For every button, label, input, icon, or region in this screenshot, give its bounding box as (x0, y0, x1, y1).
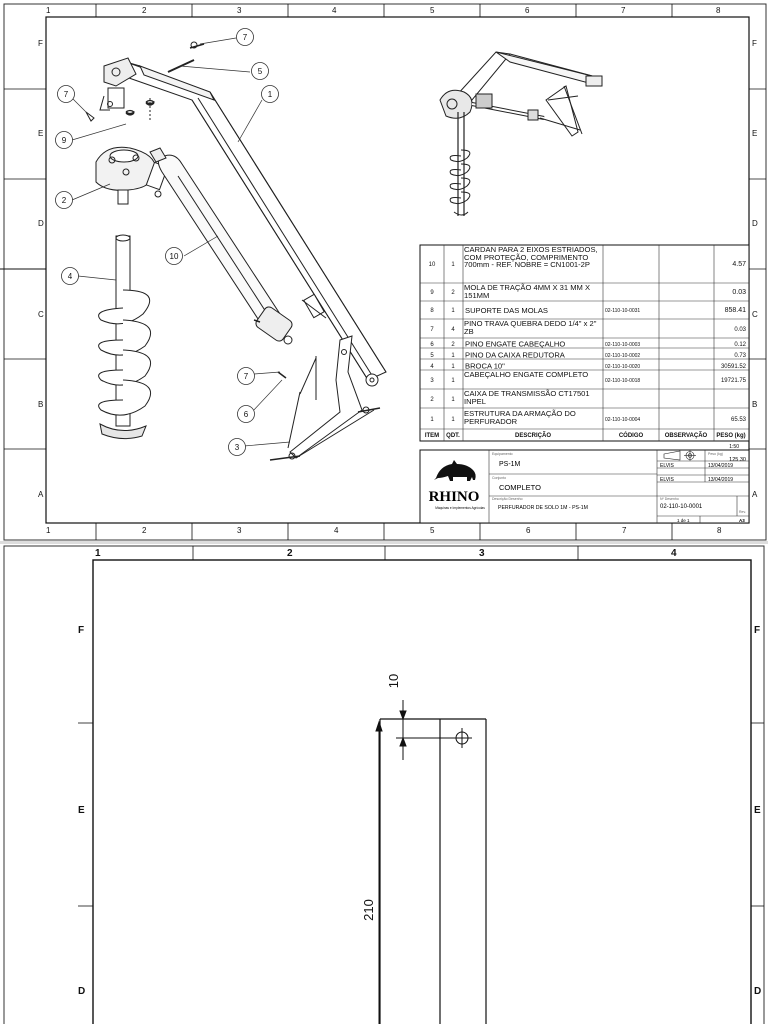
sheet-2-zone-labels (78, 548, 761, 997)
bom-qty: 2 (451, 342, 455, 348)
zone-label: B (38, 400, 44, 409)
zone-label: 1 (46, 526, 51, 535)
balloon (252, 63, 269, 80)
bom-desc: CARDAN PARA 2 EIXOS ESTRIADOS, COM PROTEÇÃO, COMPRIMENTO 700mm - REF. NOBRE = CN1001-2P (464, 245, 598, 270)
revision-label: Rev. (739, 510, 746, 514)
part-view (380, 719, 486, 1024)
bom-desc-wrap (464, 245, 603, 283)
zone-label: A (752, 490, 758, 499)
bom-header-qty: QDT. (446, 433, 460, 439)
equipment-label: Equipamento (492, 452, 513, 456)
sheet-2-outer-border (4, 546, 764, 1024)
zone-label: 5 (430, 6, 435, 15)
bom-qty: 1 (451, 364, 455, 370)
balloon (262, 86, 279, 103)
balloon-number: 5 (257, 67, 263, 76)
bom-qty: 1 (451, 378, 455, 384)
bom-desc-wrap (464, 283, 603, 301)
balloon-number: 4 (67, 272, 73, 281)
bom-desc: CAIXA DE TRANSMISSÃO CT17501 INPEL (464, 389, 590, 406)
dimension-210 (376, 722, 382, 1024)
bom-code: 02-110-10-0031 (605, 308, 641, 314)
bom-item: 1 (430, 417, 434, 423)
sheet-2-zone-ticks (78, 546, 764, 906)
zone-label: C (752, 310, 758, 319)
balloon-number: 2 (61, 196, 67, 205)
sheet-2 (4, 546, 764, 1024)
zone-label: 3 (237, 526, 242, 535)
balloon (58, 86, 75, 103)
cardan-shaft (150, 148, 294, 344)
bom-desc: BROCA 10" (465, 361, 505, 371)
zone-label: 1 (46, 6, 51, 15)
balloon (238, 406, 255, 423)
brand-name: RHINO (428, 489, 480, 505)
bom-qty: 4 (451, 327, 455, 333)
zone-label: E (38, 129, 44, 138)
bom-desc-wrap (464, 389, 603, 408)
zone-label: E (754, 805, 761, 816)
bom-header-weight: PESO (kg) (716, 433, 746, 439)
zone-label: 2 (287, 548, 293, 559)
balloon-leaders (72, 38, 290, 446)
bom-qty: 1 (451, 353, 455, 359)
page-gap (0, 541, 768, 544)
bom-table (420, 245, 749, 441)
checked-by: ELVIS (660, 477, 674, 483)
balloon (238, 368, 255, 385)
bom-desc: PINO DA CAIXA REDUTORA (465, 350, 565, 360)
bom-item: 7 (430, 327, 434, 333)
scale-value: 1:50 (729, 444, 739, 450)
assembly-iso-view (440, 52, 602, 216)
bom-header-obs: OBSERVAÇÃO (664, 433, 708, 439)
hole-center-mark-icon (452, 728, 472, 748)
drawn-by: ELVIS (660, 463, 674, 469)
weight-value: 125.30 (729, 457, 746, 463)
bom-code: 02-110-10-0004 (605, 417, 641, 423)
zone-label: 7 (622, 526, 627, 535)
bom-qty: 1 (451, 262, 455, 268)
balloon-number: 7 (242, 33, 248, 42)
zone-label: 8 (716, 6, 721, 15)
zone-label: 4 (671, 548, 677, 559)
checked-date: 13/04/2019 (708, 477, 734, 483)
zone-label: 1 (95, 548, 101, 559)
balloon (56, 132, 73, 149)
balloon (237, 29, 254, 46)
zone-label: D (754, 986, 762, 997)
zone-label: 2 (142, 6, 147, 15)
bom-header-code: CÓDIGO (618, 433, 644, 439)
dimension-10 (396, 700, 452, 760)
auger (99, 235, 151, 439)
bom-desc-wrap (464, 408, 603, 429)
bom-weight: 0.03 (732, 289, 746, 296)
bom-item: 4 (430, 364, 434, 370)
bom-weight: 858.41 (724, 307, 746, 314)
bom-item: 10 (428, 262, 436, 268)
description-value: PERFURADOR DE SOLO 1M - PS-1M (498, 505, 588, 511)
bom-item: 2 (430, 397, 434, 403)
zone-label: D (752, 219, 758, 228)
assembly-label: Conjunto (492, 476, 507, 480)
zone-label: 4 (334, 526, 339, 535)
zone-label: 3 (479, 548, 485, 559)
zone-label: D (78, 986, 86, 997)
zone-label: E (752, 129, 758, 138)
bom-desc: PINO TRAVA QUEBRA DEDO 1/4" x 2" ZB (464, 319, 597, 336)
bom-weight: 0.03 (734, 327, 746, 333)
bom-desc-wrap (464, 370, 603, 389)
sheet-1-zone-labels-top (46, 6, 721, 15)
bom-desc: MOLA DE TRAÇÃO 4MM X 31 MM X 151MM (464, 283, 591, 300)
balloon-number: 7 (243, 372, 249, 381)
balloon-number: 1 (267, 90, 273, 99)
zone-label: 5 (430, 526, 435, 535)
balloon (56, 192, 73, 209)
bom-header-item: ITEM (424, 433, 440, 439)
weight-label: Peso (kg) (708, 452, 723, 456)
balloon-number: 7 (63, 90, 69, 99)
zone-label: F (752, 39, 757, 48)
springs (126, 98, 154, 120)
zone-label: 6 (525, 6, 530, 15)
sheet-2-frame (93, 560, 751, 1024)
balloon-number: 3 (234, 443, 240, 452)
bom-item: 3 (430, 378, 434, 384)
bom-qty: 1 (451, 417, 455, 423)
zone-label: 3 (237, 6, 242, 15)
balloon-number: 6 (243, 410, 249, 419)
dimension-text-210: 210 (361, 899, 376, 921)
sheet-1 (4, 4, 766, 540)
sheet-size: A3 (739, 518, 745, 523)
zone-label: B (752, 400, 758, 409)
bom-qty: 1 (451, 397, 455, 403)
sheet-number: 1 de 1 (677, 518, 690, 523)
dimension-text-10: 10 (386, 673, 401, 689)
bom-desc: ESTRUTURA DA ARMAÇÃO DO PERFURADOR (464, 409, 576, 426)
assembly-value: COMPLETO (499, 483, 541, 492)
zone-label: A (38, 490, 44, 499)
balloon (62, 268, 79, 285)
bom-item: 6 (430, 342, 434, 348)
bom-weight: 19721.75 (720, 378, 746, 384)
exploded-view (86, 42, 386, 460)
zone-label: 4 (332, 6, 337, 15)
bom-item: 8 (430, 308, 434, 314)
zone-label: D (38, 219, 44, 228)
bom-code: 02-110-10-0020 (605, 364, 641, 370)
bom-item: 9 (430, 290, 434, 296)
title-block (420, 444, 749, 523)
bom-desc: CABEÇALHO ENGATE COMPLETO (464, 370, 589, 379)
bom-code: 02-110-10-0003 (605, 342, 641, 348)
balloon-number: 9 (61, 136, 67, 145)
zone-label: C (38, 310, 44, 319)
zone-label: F (754, 625, 761, 636)
balloons (56, 29, 279, 456)
bom-weight: 0.12 (734, 342, 746, 348)
bom-desc: SUPORTE DAS MOLAS (465, 306, 548, 315)
zone-label: 7 (621, 6, 626, 15)
bom-code: 02-110-10-0018 (605, 378, 641, 384)
zone-label: 8 (717, 526, 722, 535)
bom-qty: 2 (451, 290, 455, 296)
bom-desc-wrap (464, 319, 603, 338)
drawing-number-label: Nº Desenho (660, 497, 679, 501)
balloon (166, 248, 183, 265)
zone-label: E (78, 805, 85, 816)
bom-item: 5 (430, 353, 434, 359)
drawn-date: 13/04/2019 (708, 463, 734, 469)
bom-weight: 30591.52 (720, 364, 746, 370)
zone-label: 2 (142, 526, 147, 535)
zone-label: F (38, 39, 43, 48)
bom-weight: 4.57 (732, 261, 746, 268)
zone-label: F (78, 625, 85, 636)
drawing-number: 02-110-10-0001 (660, 504, 703, 510)
description-label: Descrição Desenho (492, 497, 523, 501)
balloon (229, 439, 246, 456)
bom-desc: PINO ENGATE CABEÇALHO (465, 339, 566, 349)
balloon-number: 10 (169, 252, 179, 261)
bom-code: 02-110-10-0002 (605, 353, 641, 359)
bom-qty: 1 (451, 308, 455, 314)
bom-weight: 65.53 (730, 417, 746, 423)
bom-header-desc: DESCRIÇÃO (514, 433, 552, 439)
brand-subtitle: Máquinas e Implementos Agrícolas (435, 506, 485, 510)
bom-weight: 0.73 (734, 353, 746, 359)
equipment-value: PS-1M (499, 461, 521, 468)
zone-label: 6 (526, 526, 531, 535)
